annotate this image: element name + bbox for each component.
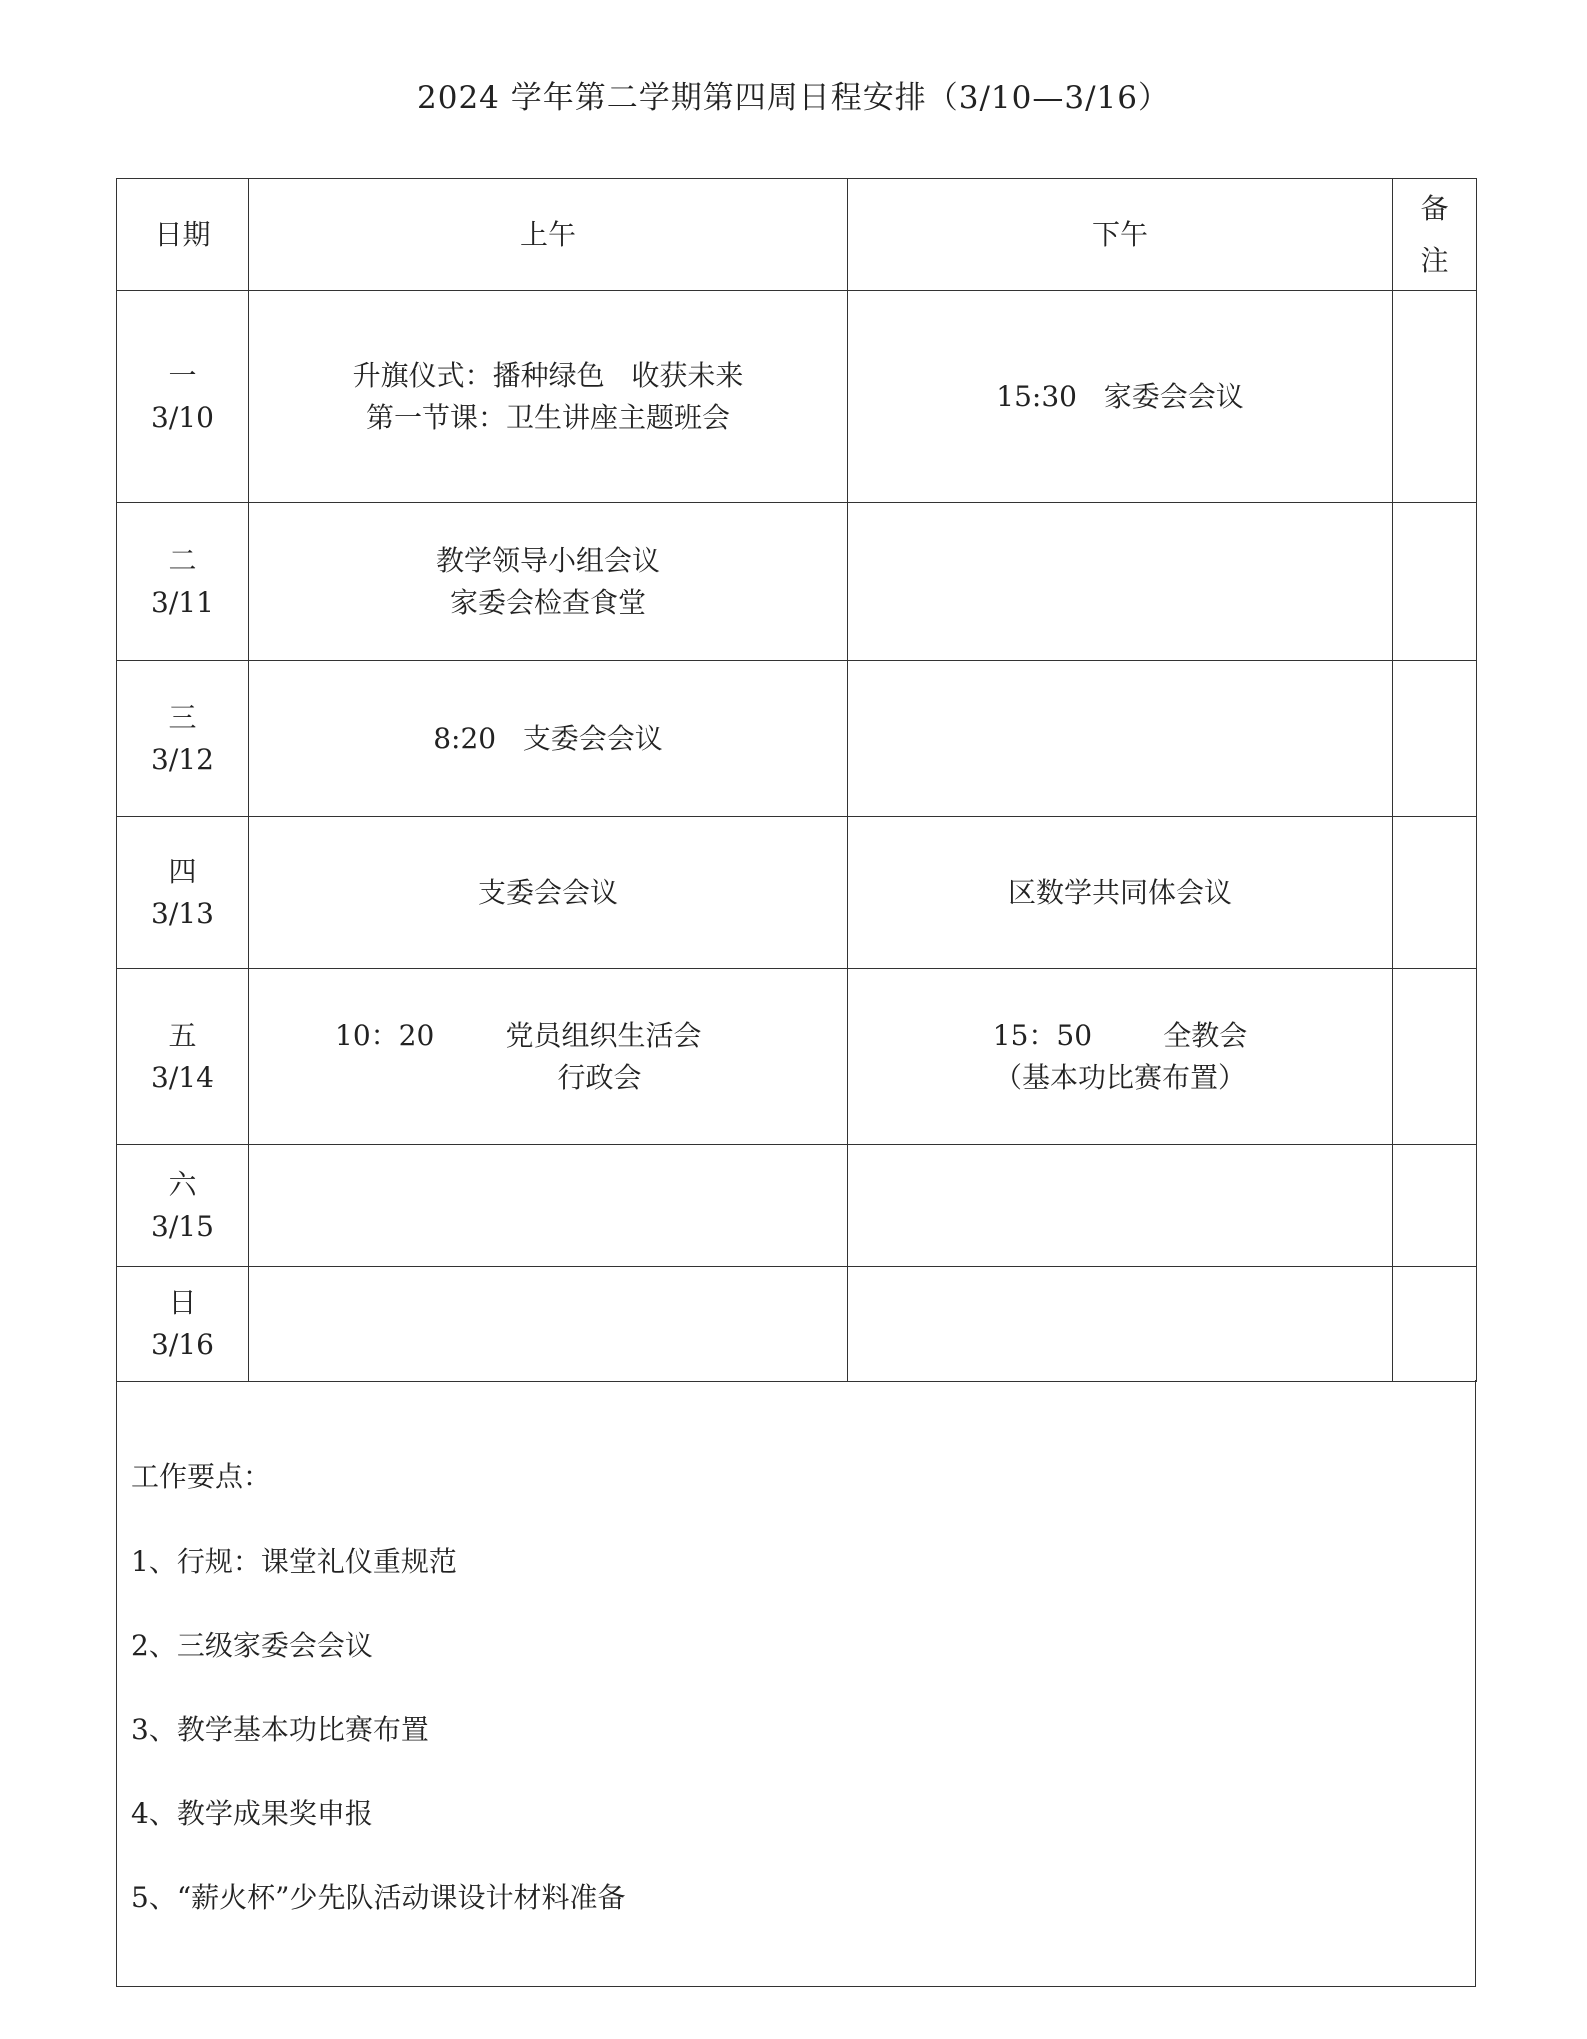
day-cell: 五 3/14 — [117, 969, 249, 1145]
header-morning: 上午 — [249, 179, 848, 291]
afternoon-cell — [848, 661, 1393, 817]
day-cell: 四 3/13 — [117, 817, 249, 969]
note-item: 2、三级家委会会议 — [131, 1629, 373, 1662]
table-row — [117, 661, 1477, 817]
remarks-cell — [1393, 1267, 1477, 1382]
notes-heading: 工作要点： — [131, 1460, 272, 1493]
page-title: 2024 学年第二学期第四周日程安排（3/10—3/16） — [417, 80, 1170, 116]
note-item: 3、教学基本功比赛布置 — [131, 1713, 429, 1746]
day-cell: 六 3/15 — [117, 1145, 249, 1267]
remarks-cell — [1393, 291, 1477, 503]
schedule-table — [116, 178, 1477, 1382]
note-item: 4、教学成果奖申报 — [131, 1797, 373, 1830]
day-cell: 二 3/11 — [117, 503, 249, 661]
header-afternoon: 下午 — [848, 179, 1393, 291]
afternoon-cell — [848, 503, 1393, 661]
header-date: 日期 — [117, 179, 249, 291]
table-row — [117, 503, 1477, 661]
table-row — [117, 969, 1477, 1145]
remarks-cell — [1393, 503, 1477, 661]
morning-cell: 升旗仪式：播种绿色 收获未来 第一节课：卫生讲座主题班会 — [249, 291, 848, 503]
morning-cell — [249, 1267, 848, 1382]
afternoon-cell — [848, 1145, 1393, 1267]
afternoon-cell — [848, 1267, 1393, 1382]
remarks-cell — [1393, 661, 1477, 817]
afternoon-cell: 区数学共同体会议 — [848, 817, 1393, 969]
table-row — [117, 1145, 1477, 1267]
day-cell: 日 3/16 — [117, 1267, 249, 1382]
table-row — [117, 1267, 1477, 1382]
morning-cell: 支委会会议 — [249, 817, 848, 969]
morning-cell — [249, 1145, 848, 1267]
note-item: 1、行规：课堂礼仪重规范 — [131, 1545, 457, 1578]
morning-cell: 10：20 党员组织生活会 行政会 — [249, 969, 848, 1145]
note-item: 5、“薪火杯”少先队活动课设计材料准备 — [131, 1881, 626, 1914]
header-remarks: 备 注 — [1393, 179, 1477, 291]
afternoon-cell: 15：50 全教会 （基本功比赛布置） — [848, 969, 1393, 1145]
table-row — [117, 291, 1477, 503]
day-cell: 一 3/10 — [117, 291, 249, 503]
afternoon-cell: 15:30 家委会会议 — [848, 291, 1393, 503]
table-row — [117, 817, 1477, 969]
remarks-cell — [1393, 969, 1477, 1145]
morning-cell: 8:20 支委会会议 — [249, 661, 848, 817]
remarks-cell — [1393, 1145, 1477, 1267]
morning-cell: 教学领导小组会议 家委会检查食堂 — [249, 503, 848, 661]
header-row — [117, 179, 1477, 291]
work-notes-box — [116, 1380, 1476, 1987]
day-cell: 三 3/12 — [117, 661, 249, 817]
remarks-cell — [1393, 817, 1477, 969]
